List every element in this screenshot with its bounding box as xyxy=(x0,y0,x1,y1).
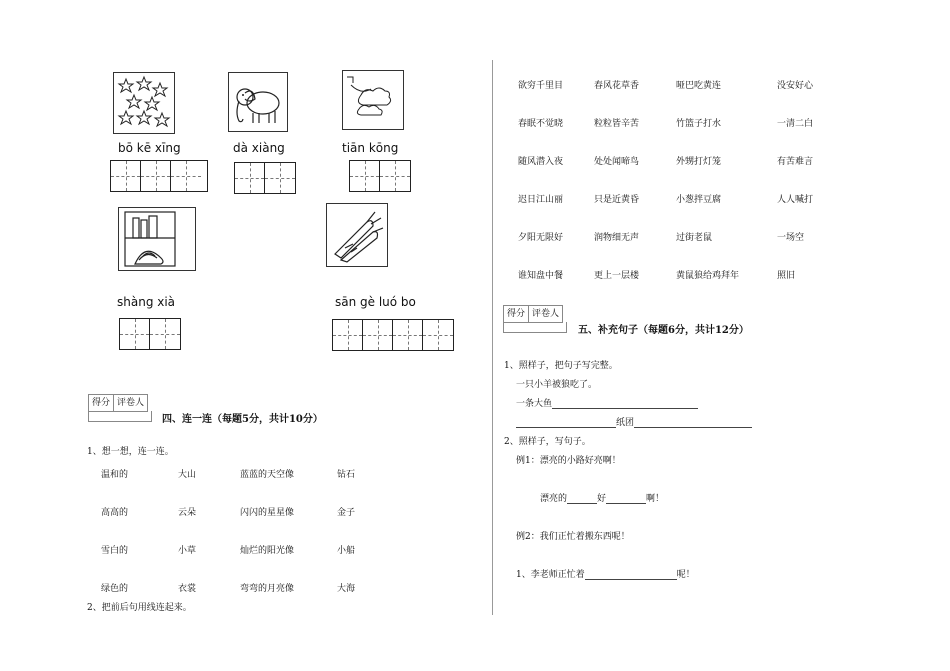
fill-a-mid: 好 xyxy=(597,494,607,504)
fill-line-2 xyxy=(516,415,752,428)
match-cell[interactable]: 衣裳 xyxy=(178,584,197,594)
grid-cell[interactable]: 有苦难言 xyxy=(777,157,814,167)
grid-cell[interactable]: 没安好心 xyxy=(777,81,814,91)
score-label: 得分 xyxy=(89,395,114,411)
grid-cell[interactable]: 人人喊打 xyxy=(777,195,814,205)
writing-grid-bokexing[interactable] xyxy=(110,160,208,192)
writing-grid-tiankong[interactable] xyxy=(349,160,411,192)
pinyin-daxiang: dà xiàng xyxy=(233,141,285,155)
score-box-section4 xyxy=(88,394,148,412)
fill-a-end: 啊！ xyxy=(646,494,665,504)
score-blank-section5[interactable] xyxy=(503,322,567,333)
example-2b: 例2：我们正忙着搬东西呢！ xyxy=(516,532,630,542)
fill-line-2-word: 纸团 xyxy=(616,418,635,428)
score-blank-section4[interactable] xyxy=(88,411,152,422)
grid-cell[interactable]: 润物细无声 xyxy=(594,233,640,243)
pinyin-tiankong: tiān kōng xyxy=(342,141,399,155)
section4-q1: 1、想一想，连一连。 xyxy=(87,447,174,457)
pinyin-bokexing: bō kē xīng xyxy=(118,141,181,155)
grid-cell[interactable]: 一场空 xyxy=(777,233,805,243)
grid-cell[interactable]: 竹篮子打水 xyxy=(676,119,722,129)
grid-cell[interactable]: 只是近黄昏 xyxy=(594,195,640,205)
score-box-section5 xyxy=(503,305,563,323)
grader-label: 评卷人 xyxy=(117,398,145,408)
grid-cell[interactable]: 粒粒皆辛苦 xyxy=(594,119,640,129)
cloud-icon xyxy=(343,71,403,129)
writing-grid-daxiang[interactable] xyxy=(234,162,296,194)
pinyin-sangeluobo: sān gè luó bo xyxy=(335,295,416,309)
blank-line[interactable] xyxy=(516,417,616,428)
grid-cell[interactable]: 夕阳无限好 xyxy=(518,233,564,243)
blank-line[interactable] xyxy=(585,569,677,580)
grid-cell[interactable]: 春风花草香 xyxy=(594,81,640,91)
grid-cell[interactable]: 欲穷千里目 xyxy=(518,81,564,91)
grid-cell[interactable]: 小葱拌豆腐 xyxy=(676,195,722,205)
example-sentence-1: 一只小羊被狼吃了。 xyxy=(516,380,598,390)
match-cell[interactable]: 大海 xyxy=(337,584,356,594)
grid-cell[interactable]: 谁知盘中餐 xyxy=(518,271,564,281)
grid-cell[interactable]: 一清二白 xyxy=(777,119,814,129)
fill-b-prefix: 1、李老师正忙着 xyxy=(516,570,585,580)
grid-cell[interactable]: 处处闻啼鸟 xyxy=(594,157,640,167)
grid-cell[interactable]: 过街老鼠 xyxy=(676,233,713,243)
blank-line[interactable] xyxy=(634,417,752,428)
sky-picture xyxy=(342,70,404,130)
writing-grid-sangeluobo[interactable] xyxy=(332,319,454,351)
grid-cell[interactable]: 照旧 xyxy=(777,271,796,281)
radish-picture xyxy=(326,203,388,267)
grid-cell[interactable]: 随风潜入夜 xyxy=(518,157,564,167)
grid-cell[interactable]: 外甥打灯笼 xyxy=(676,157,722,167)
fill-sentence-b xyxy=(516,567,695,580)
match-cell[interactable]: 弯弯的月亮像 xyxy=(240,584,295,594)
blank-line[interactable] xyxy=(567,493,597,504)
match-cell[interactable]: 温和的 xyxy=(101,470,129,480)
column-divider xyxy=(492,60,493,615)
fill-b-end: 呢！ xyxy=(676,570,695,580)
elephant-picture xyxy=(228,72,288,132)
match-cell[interactable]: 大山 xyxy=(178,470,197,480)
blank-line[interactable] xyxy=(552,398,698,409)
bookshelf-icon xyxy=(119,208,195,270)
writing-grid-shangxia[interactable] xyxy=(119,318,181,350)
match-cell[interactable]: 雪白的 xyxy=(101,546,129,556)
section5-q1: 1、照样子，把句子写完整。 xyxy=(504,361,618,371)
fill-sentence-a xyxy=(540,491,664,504)
section5-title: 五、补充句子（每题6分，共计12分） xyxy=(578,325,749,336)
match-cell[interactable]: 小草 xyxy=(178,546,197,556)
fill-line-1 xyxy=(516,396,698,409)
elephant-icon xyxy=(229,73,287,131)
stars-picture xyxy=(113,72,175,134)
grid-cell[interactable]: 哑巴吃黄连 xyxy=(676,81,722,91)
fill-line-1-prefix: 一条大鱼 xyxy=(516,399,553,409)
section5-q2: 2、照样子，写句子。 xyxy=(504,437,591,447)
grader-label: 评卷人 xyxy=(532,309,560,319)
grid-cell[interactable]: 春眠不觉晓 xyxy=(518,119,564,129)
match-cell[interactable]: 闪闪的星星像 xyxy=(240,508,295,518)
score-label: 得分 xyxy=(504,306,529,322)
radish-icon xyxy=(327,204,387,266)
grid-cell[interactable]: 黄鼠狼给鸡拜年 xyxy=(676,271,740,281)
match-cell[interactable]: 小船 xyxy=(337,546,356,556)
match-cell[interactable]: 钻石 xyxy=(337,470,356,480)
grid-cell[interactable]: 更上一层楼 xyxy=(594,271,640,281)
match-cell[interactable]: 金子 xyxy=(337,508,356,518)
match-cell[interactable]: 绿色的 xyxy=(101,584,129,594)
star-icon xyxy=(114,73,174,133)
match-cell[interactable]: 灿烂的阳光像 xyxy=(240,546,295,556)
match-cell[interactable]: 蓝蓝的天空像 xyxy=(240,470,295,480)
match-cell[interactable]: 高高的 xyxy=(101,508,129,518)
section4-title: 四、连一连（每题5分，共计10分） xyxy=(162,414,323,425)
grid-cell[interactable]: 迟日江山丽 xyxy=(518,195,564,205)
section4-q2: 2、把前后句用线连起来。 xyxy=(87,603,192,613)
match-cell[interactable]: 云朵 xyxy=(178,508,197,518)
pinyin-shangxia: shàng xià xyxy=(117,295,176,309)
blank-line[interactable] xyxy=(606,493,646,504)
shelf-picture xyxy=(118,207,196,271)
example-2a: 例1：漂亮的小路好亮啊！ xyxy=(516,456,621,466)
fill-a-prefix: 漂亮的 xyxy=(540,494,568,504)
